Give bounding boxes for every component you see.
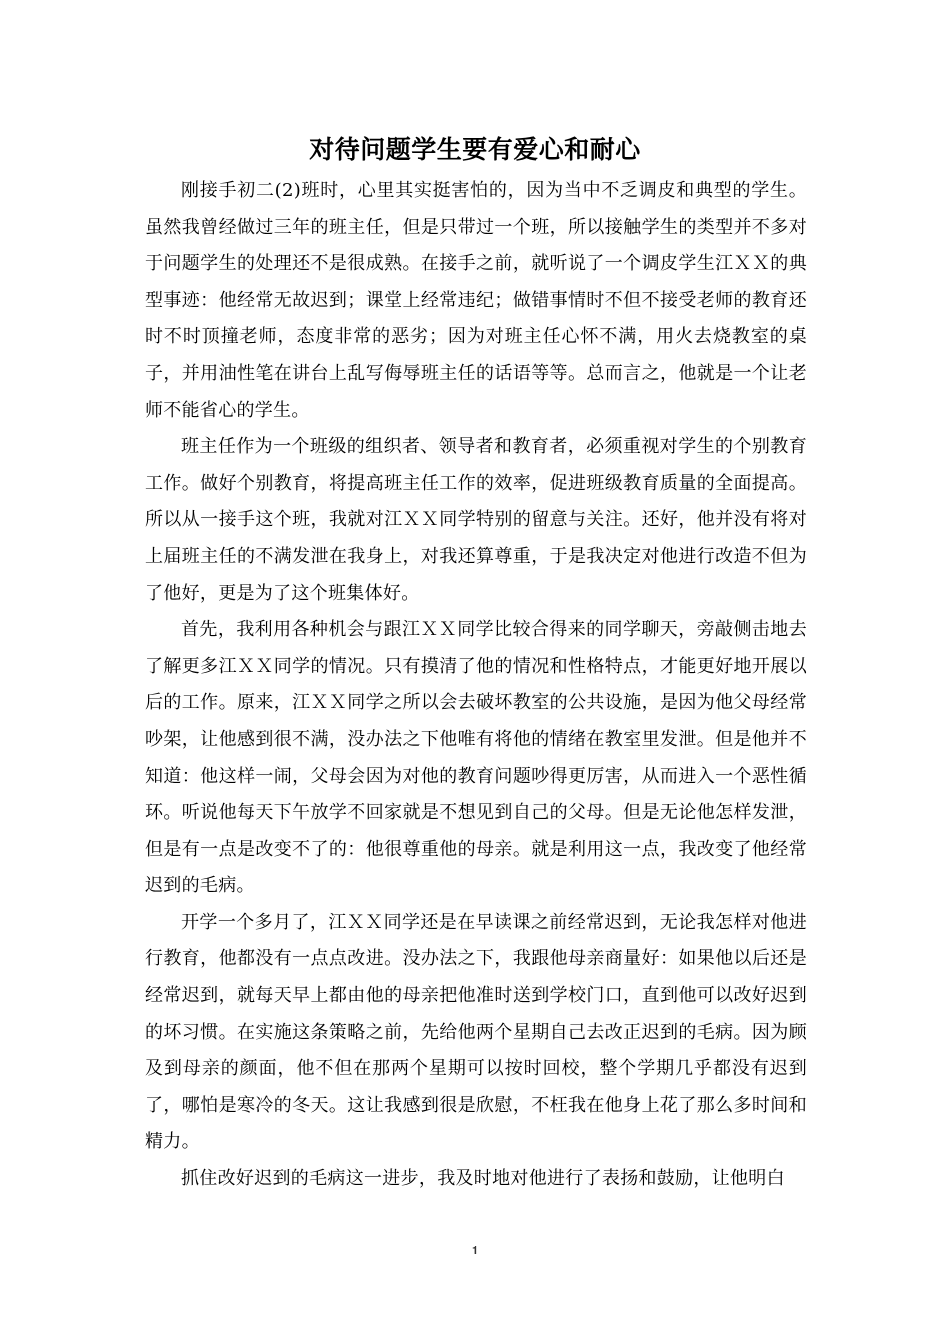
paragraph-3: 首先，我利用各种机会与跟江ＸＸ同学比较合得来的同学聊天，旁敲侧击地去了解更多江ＸＸ同学的情况。只有摸清了他的情况和性格特点，才能更好地开展以后的工作。原来，江ＸＸ同学之所以会去破坏教室的公共设施，是因为他父母经常吵架，让他感到很不满，没办法之下他唯有将他的情绪在教室里发泄。但是他并不知道：他这样一闹，父母会因为对他的教育问题吵得更厉害，从而进入一个恶性循环。听说他每天下午放学不回家就是不想见到自己的父母。但是无论他怎样发泄，但是有一点是改变不了的：他很尊重他的母亲。就是利用这一点，我改变了他经常迟到的毛病。 bbox=[145, 619, 807, 897]
paragraph-1: 刚接手初二(2)班时，心里其实挺害怕的，因为当中不乏调皮和典型的学生。虽然我曾经做过三年的班主任，但是只带过一个班，所以接触学生的类型并不多对于问题学生的处理还不是很成熟。在接手之前，就听说了一个调皮学生江ＸＸ的典型事迹：他经常无故迟到；课堂上经常违纪；做错事情时不但不接受老师的教育还时不时顶撞老师，态度非常的恶劣；因为对班主任心怀不满，用火去烧教室的桌子，并用油性笔在讲台上乱写侮辱班主任的话语等等。总而言之，他就是一个让老师不能省心的学生。 bbox=[145, 180, 807, 421]
document-body bbox=[145, 173, 807, 1198]
paragraph-5: 抓住改好迟到的毛病这一进步，我及时地对他进行了表扬和鼓励，让他明白 bbox=[181, 1168, 785, 1190]
page-number: 𝟏 bbox=[471, 1244, 479, 1257]
paragraph-4: 开学一个多月了，江ＸＸ同学还是在早读课之前经常迟到，无论我怎样对他进行教育，他都没有一点点改进。没办法之下，我跟他母亲商量好：如果他以后还是经常迟到，就每天早上都由他的母亲把他准时送到学校门口，直到他可以改好迟到的坏习惯。在实施这条策略之前，先给他两个星期自己去改正迟到的毛病。因为顾及到母亲的颜面，他不但在那两个星期可以按时回校，整个学期几乎都没有迟到了，哪怕是寒冷的冬天。这让我感到很是欣慰，不枉我在他身上花了那么多时间和精力。 bbox=[145, 911, 807, 1153]
document-title: 对待问题学生要有爱心和耐心 bbox=[309, 135, 641, 164]
paragraph-2: 班主任作为一个班级的组织者、领导者和教育者，必须重视对学生的个别教育工作。做好个别教育，将提高班主任工作的效率，促进班级教育质量的全面提高。所以从一接手这个班，我就对江ＸＸ同学特别的留意与关注。还好，他并没有将对上届班主任的不满发泄在我身上，对我还算尊重，于是我决定对他进行改造不但为了他好，更是为了这个班集体好。 bbox=[145, 436, 807, 604]
